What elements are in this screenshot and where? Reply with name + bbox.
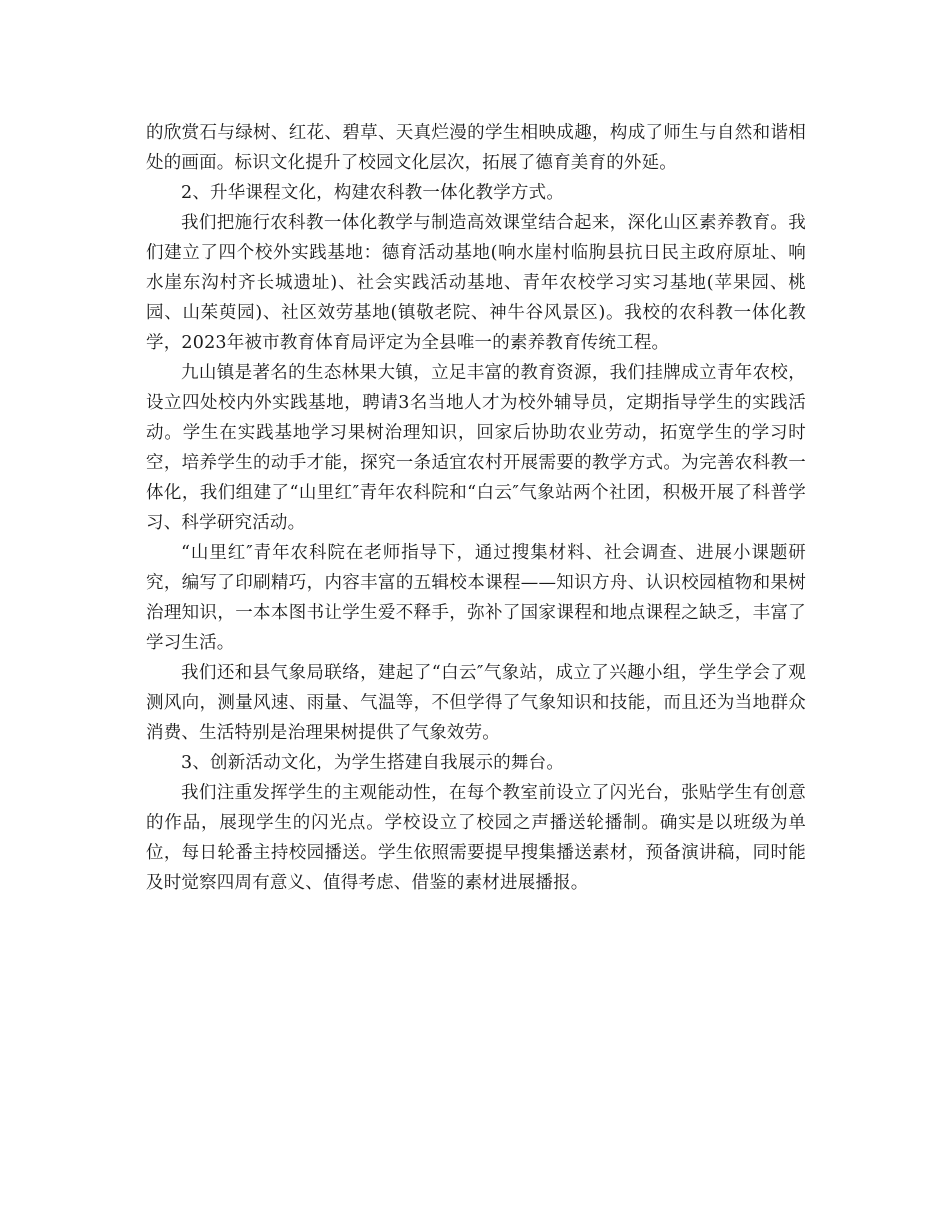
document-body xyxy=(146,118,806,898)
section-heading-2: 2、升华课程文化，构建农科教一体化教学方式。 xyxy=(181,183,565,203)
paragraph-activity-culture: 我们注重发挥学生的主观能动性，在每个教室前设立了闪光台，张贴学生有创意的作品，展现学生的闪光点。学校设立了校园之声播送轮播制。确实是以班级为单位，每日轮番主持校园播送。学生依照需要提早搜集播送素材，预备演讲稿，同时能及时觉察四周有意义、值得考虑、借鉴的素材进展播报。 xyxy=(146,783,806,893)
paragraph-weather-station: 我们还和县气象局联络，建起了“白云″气象站，成立了兴趣小组，学生学会了观测风向，测量风速、雨量、气温等，不但学得了气象知识和技能，而且还为当地群众消费、生活特别是治理果树提供了气象效劳。 xyxy=(146,663,806,743)
paragraph-agri-academy: “山里红″青年农科院在老师指导下，通过搜集材料、社会调查、进展小课题研究，编写了印刷精巧，内容丰富的五辑校本课程——知识方舟、认识校园植物和果树治理知识，一本本图书让学生爱不释手，弥补了国家课程和地点课程之缺乏，丰富了学习生活。 xyxy=(146,543,806,653)
paragraph-practice-bases: 我们把施行农科教一体化教学与制造高效课堂结合起来，深化山区素养教育。我们建立了四个校外实践基地：德育活动基地(响水崖村临朐县抗日民主政府原址、响水崖东沟村齐长城遗址)、社会实践活动基地、青年农校学习实习基地(苹果园、桃园、山茱萸园)、社区效劳基地(镇敬老院、神牛谷风景区)。我校的农科教一体化教学，2023年被市教育体育局评定为全县唯一的素养教育传统工程。 xyxy=(146,213,806,353)
section-heading-3: 3、创新活动文化，为学生搭建自我展示的舞台。 xyxy=(181,753,565,773)
paragraph-continuation: 的欣赏石与绿树、红花、碧草、天真烂漫的学生相映成趣，构成了师生与自然和谐相处的画面。标识文化提升了校园文化层次，拓展了德育美育的外延。 xyxy=(146,123,806,173)
paragraph-youth-agri-school: 九山镇是著名的生态林果大镇，立足丰富的教育资源，我们挂牌成立青年农校，设立四处校内外实践基地，聘请3名当地人才为校外辅导员，定期指导学生的实践活动。学生在实践基地学习果树治理知识，回家后协助农业劳动，拓宽学生的学习时空，培养学生的动手才能，探究一条适宜农村开展需要的教学方式。为完善农科教一体化，我们组建了“山里红″青年农科院和“白云″气象站两个社团，积极开展了科普学习、科学研究活动。 xyxy=(146,363,806,533)
